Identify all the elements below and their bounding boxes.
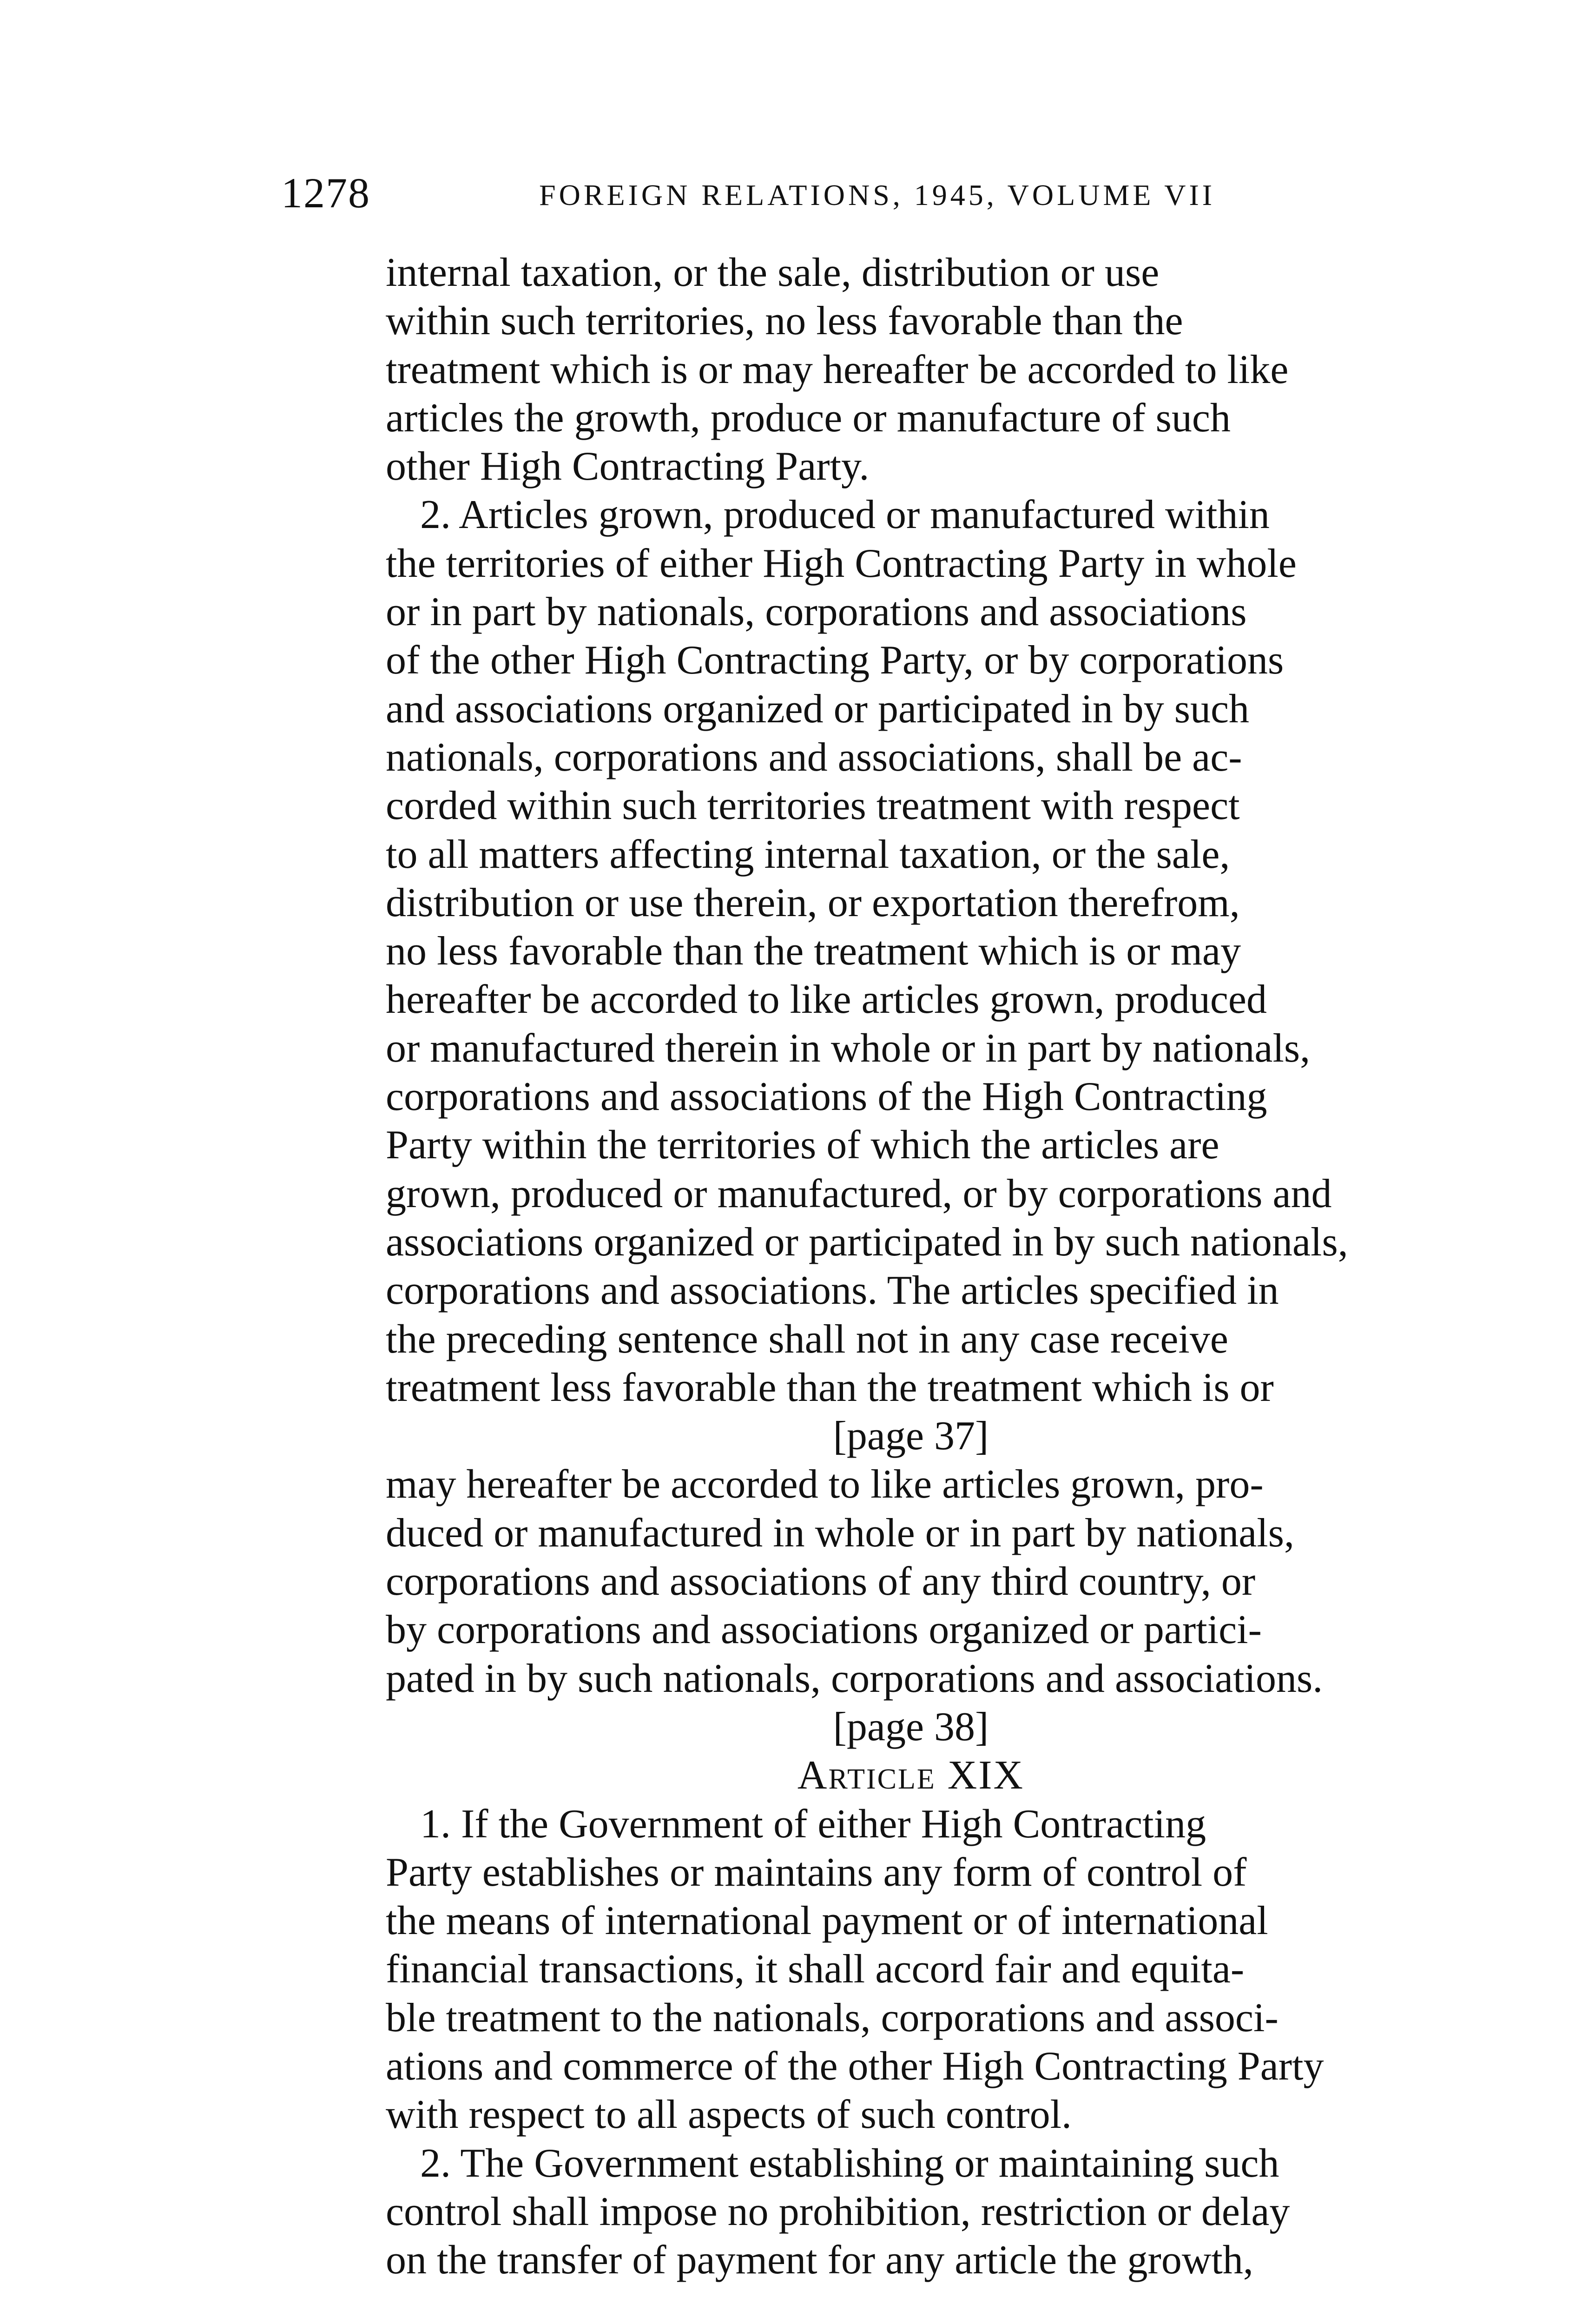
text-line: no less favorable than the treatment which is or may [386,929,1241,974]
text-line: Party establishes or maintains any form of control of [386,1849,1247,1895]
text-line: hereafter be accorded to like articles grown, produced [386,977,1267,1023]
text-line: control shall impose no prohibition, restriction or delay [386,2189,1290,2234]
text-line: the preceding sentence shall not in any case receive [386,1316,1228,1362]
page-number: 1278 [281,169,370,217]
text-line: financial transactions, it shall accord fair and equita- [386,1947,1245,1992]
page-marker: [page 37] [833,1413,989,1459]
paragraph-start-line: 1. If the Government of either High Contracting [420,1801,1206,1847]
text-line: internal taxation, or the sale, distribution or use [386,250,1160,295]
text-line: pated in by such nationals, corporations and associations. [386,1656,1323,1701]
text-line: grown, produced or manufactured, or by corporations and [386,1171,1332,1216]
text-line: duced or manufactured in whole or in part by nationals, [386,1510,1294,1556]
text-line: may hereafter be accorded to like articles grown, pro- [386,1462,1264,1507]
text-line: the territories of either High Contracting Party in whole [386,541,1297,586]
body-text [386,249,1436,2284]
text-line: with respect to all aspects of such control. [386,2092,1072,2138]
text-line: corporations and associations. The articles specified in [386,1268,1279,1314]
text-line: nationals, corporations and associations, shall be ac- [386,734,1242,780]
text-line: the means of international payment or of international [386,1898,1268,1944]
text-line: to all matters affecting internal taxation, or the sale, [386,832,1230,877]
text-line: ble treatment to the nationals, corporations and associ- [386,1995,1278,2040]
text-line: within such territories, no less favorable than the [386,298,1183,344]
text-line: of the other High Contracting Party, or by corporations [386,638,1284,683]
text-line: ations and commerce of the other High Contracting Party [386,2043,1324,2089]
text-line: associations organized or participated in by such nationals, [386,1219,1348,1265]
text-line: Party within the territories of which the articles are [386,1122,1219,1168]
page-marker: [page 38] [833,1704,989,1750]
text-line: distribution or use therein, or exportation therefrom, [386,880,1240,925]
text-line: articles the growth, produce or manufacture of such [386,395,1231,441]
page-header [281,167,1350,223]
text-line: or in part by nationals, corporations and associations [386,589,1247,635]
text-line: and associations organized or participated in by such [386,686,1250,732]
text-line: treatment less favorable than the treatment which is or [386,1365,1274,1410]
text-line: corporations and associations of the High Contracting [386,1074,1267,1120]
text-line: corporations and associations of any third country, or [386,1559,1256,1604]
paragraph-start-line: 2. Articles grown, produced or manufactured within [420,492,1270,538]
text-line: or manufactured therein in whole or in part by nationals, [386,1025,1311,1071]
text-line: by corporations and associations organized or partici- [386,1607,1262,1653]
text-line: on the transfer of payment for any article the growth, [386,2238,1253,2283]
text-line: corded within such territories treatment with respect [386,783,1240,829]
text-line: treatment which is or may hereafter be accorded to like [386,347,1289,392]
running-head: FOREIGN RELATIONS, 1945, VOLUME VII [539,178,1216,211]
article-heading: Article XIX [797,1753,1025,1798]
text-line: other High Contracting Party. [386,444,870,489]
paragraph-start-line: 2. The Government establishing or maintaining such [420,2140,1279,2186]
